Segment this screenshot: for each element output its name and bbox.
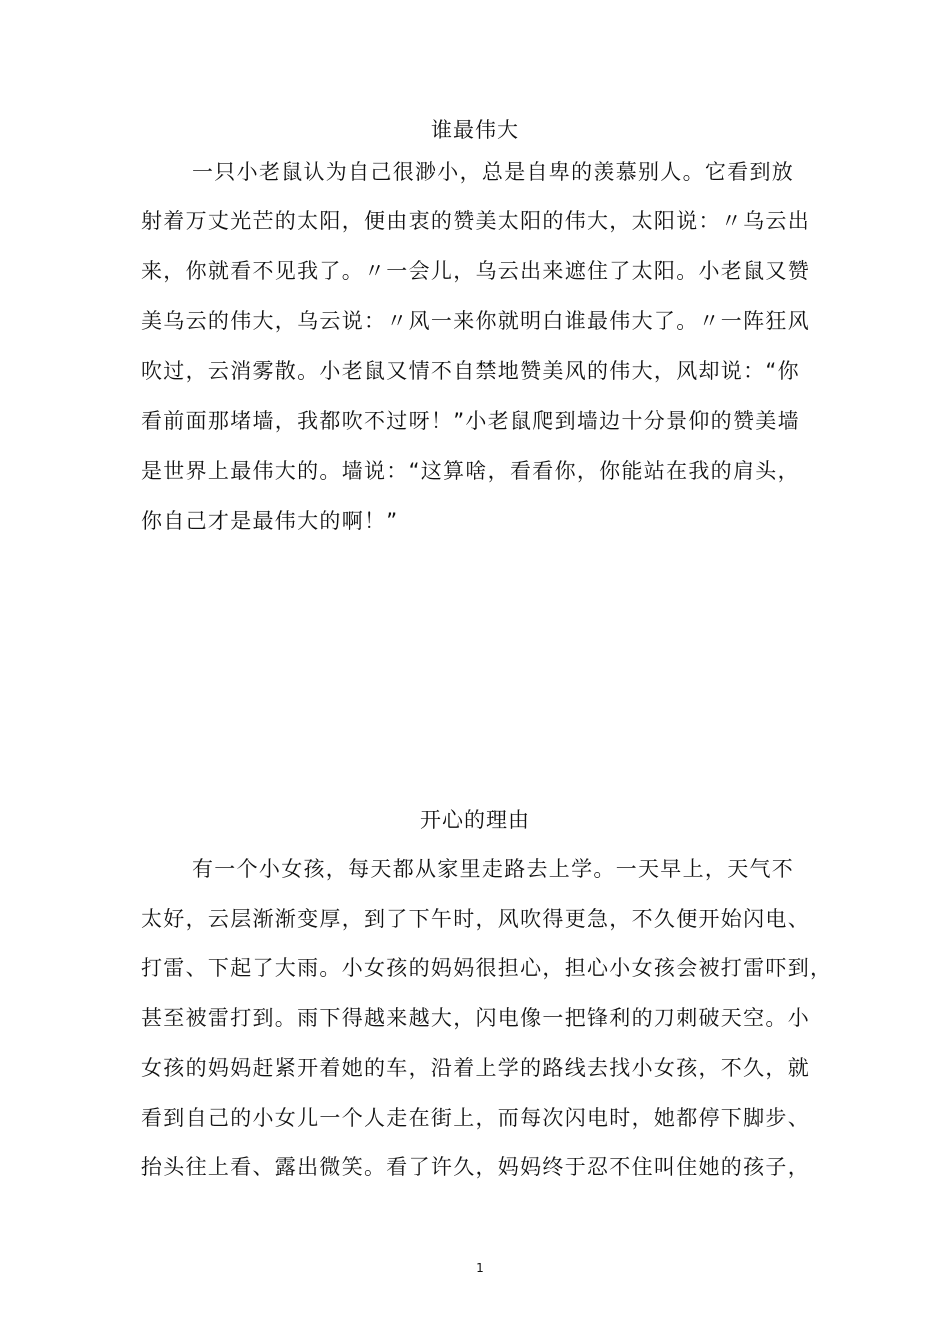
paragraph-line: 抬头往上看、露出微笑。看了许久，妈妈终于忍不住叫住她的孩子， xyxy=(141,1155,810,1179)
paragraph-line: 甚至被雷打到。雨下得越来越大，闪电像一把锋利的刀刺破天空。小 xyxy=(141,1006,810,1030)
paragraph-line: 吹过，云消雾散。小老鼠又情不自禁地赞美风的伟大，风却说：“你 xyxy=(141,359,800,383)
story-title: 开心的理由 xyxy=(420,808,530,832)
paragraph-line: 来，你就看不见我了。〃一会儿，乌云出来遮住了太阳。小老鼠又赞 xyxy=(141,259,810,283)
paragraph-line: 一只小老鼠认为自己很渺小，总是自卑的羡慕别人。它看到放 xyxy=(192,160,795,184)
paragraph-line: 太好，云层渐渐变厚，到了下午时，风吹得更急，不久便开始闪电、 xyxy=(141,907,810,931)
paragraph-line: 看前面那堵墙，我都吹不过呀！”小老鼠爬到墙边十分景仰的赞美墙 xyxy=(141,409,800,433)
paragraph-line: 射着万丈光芒的太阳，便由衷的赞美太阳的伟大，太阳说：〃乌云出 xyxy=(141,209,810,233)
paragraph-line: 你自己才是最伟大的啊！” xyxy=(141,509,399,533)
paragraph-line: 打雷、下起了大雨。小女孩的妈妈很担心，担心小女孩会被打雷吓到， xyxy=(141,956,833,980)
paragraph-line: 是世界上最伟大的。墙说：“这算啥，看看你，你能站在我的肩头， xyxy=(141,459,800,483)
paragraph-line: 女孩的妈妈赶紧开着她的车，沿着上学的路线去找小女孩，不久，就 xyxy=(141,1056,810,1080)
story-title: 谁最伟大 xyxy=(431,118,519,142)
page-number: 1 xyxy=(476,1261,484,1275)
paragraph-line: 有一个小女孩，每天都从家里走路去上学。一天早上，天气不 xyxy=(192,857,795,881)
paragraph-line: 看到自己的小女儿一个人走在街上，而每次闪电时，她都停下脚步、 xyxy=(141,1106,810,1130)
paragraph-line: 美乌云的伟大，乌云说：〃风一来你就明白谁最伟大了。〃一阵狂风 xyxy=(141,309,810,333)
